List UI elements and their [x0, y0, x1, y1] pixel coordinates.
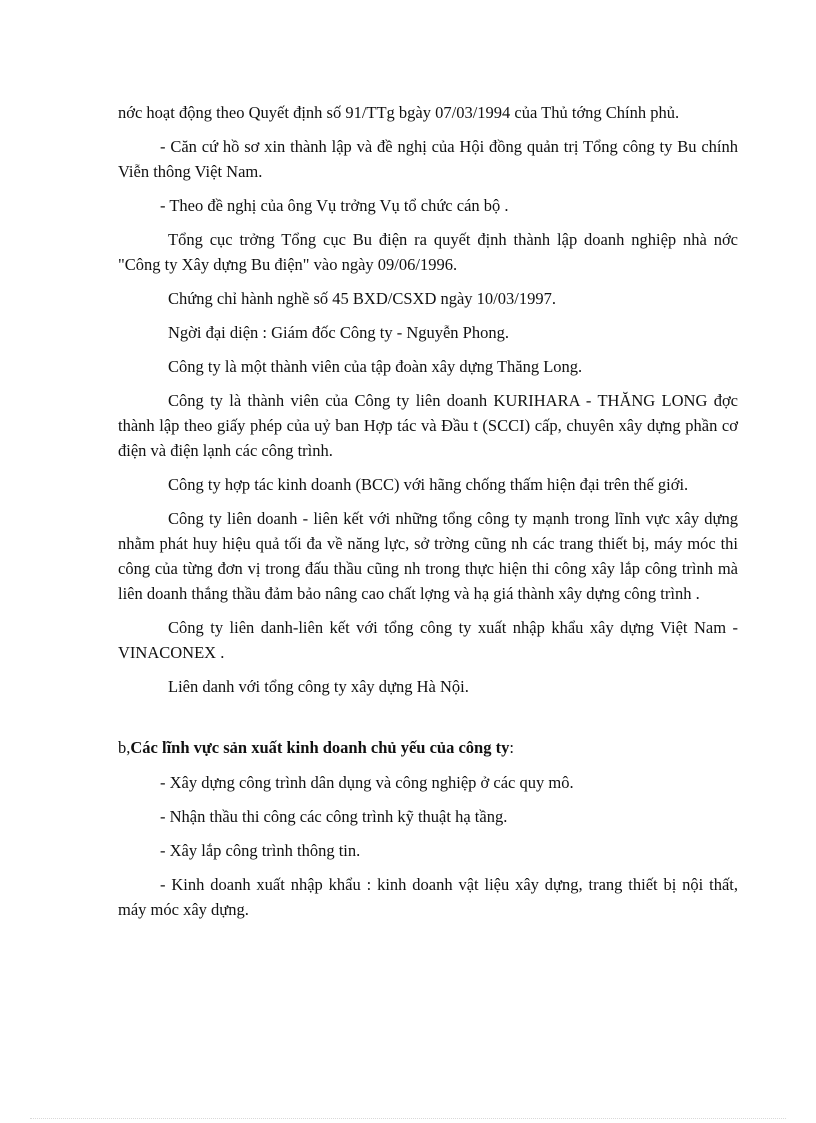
- list-item-1: - Xây dựng công trình dân dụng và công nghiệp ở các quy mô.: [160, 773, 574, 792]
- list-item-2: - Nhận thầu thi công các công trình kỹ thuật hạ tầng.: [160, 807, 508, 826]
- paragraph-1: nớc hoạt động theo Quyết định số 91/TTg bgày 07/03/1994 của Thủ tớng Chính phủ.: [118, 103, 680, 122]
- paragraph-8: Công ty là thành viên của Công ty liên doanh KURIHARA - THĂNG LONG đợc thành lập theo giấy phép của uỷ ban Hợp tác và Đầu t (SCCI) cấp, chuyên xây dựng phần cơ điện và điện lạnh các công trình.: [118, 391, 738, 460]
- paragraph-9: Công ty hợp tác kinh doanh (BCC) với hãng chống thấm hiện đại trên thế giới.: [168, 475, 689, 494]
- section-b-suffix: :: [509, 738, 514, 757]
- paragraph-10: Công ty liên doanh - liên kết với những tổng công ty mạnh trong lĩnh vực xây dựng nhằm phát huy hiệu quả tối đa về năng lực, sở trờng cũng nh các trang thiết bị, máy móc thi công của từng đơn vị trong đấu thầu cũng nh trong thực hiện thi công xây lắp công trình mà liên doanh thắng thầu đảm bảo nâng cao chất lợng và hạ giá thành xây dựng công trình .: [118, 509, 738, 603]
- paragraph-3: - Theo đề nghị của ông Vụ trởng Vụ tổ chức cán bộ .: [160, 196, 509, 215]
- paragraph-12: Liên danh với tổng công ty xây dựng Hà Nội.: [168, 677, 469, 696]
- paragraph-6: Ngời đại diện : Giám đốc Công ty - Nguyễn Phong.: [168, 323, 509, 342]
- section-b-prefix: b,: [118, 738, 131, 757]
- paragraph-2: - Căn cứ hồ sơ xin thành lập và đề nghị của Hội đồng quản trị Tổng công ty Bu chính Viễn thông Việt Nam.: [118, 137, 738, 181]
- document-body: [118, 100, 738, 931]
- list-item-3: - Xây lắp công trình thông tin.: [160, 841, 361, 860]
- page-bottom-rule: [30, 1118, 786, 1119]
- paragraph-4: Tổng cục trởng Tổng cục Bu điện ra quyết định thành lập doanh nghiệp nhà nớc "Công ty Xây dựng Bu điện" vào ngày 09/06/1996.: [118, 230, 738, 274]
- list-item-4: - Kinh doanh xuất nhập khẩu : kinh doanh vật liệu xây dựng, trang thiết bị nội thất, máy móc xây dựng.: [118, 875, 738, 919]
- section-b-heading: [118, 735, 738, 760]
- paragraph-7: Công ty là một thành viên của tập đoàn xây dựng Thăng Long.: [168, 357, 583, 376]
- paragraph-5: Chứng chỉ hành nghề số 45 BXD/CSXD ngày 10/03/1997.: [168, 289, 556, 308]
- section-b-title: Các lĩnh vực sản xuất kinh doanh chủ yếu của công ty: [130, 738, 510, 757]
- paragraph-11: Công ty liên danh-liên kết với tổng công ty xuất nhập khẩu xây dựng Việt Nam -VINACONEX .: [118, 618, 738, 662]
